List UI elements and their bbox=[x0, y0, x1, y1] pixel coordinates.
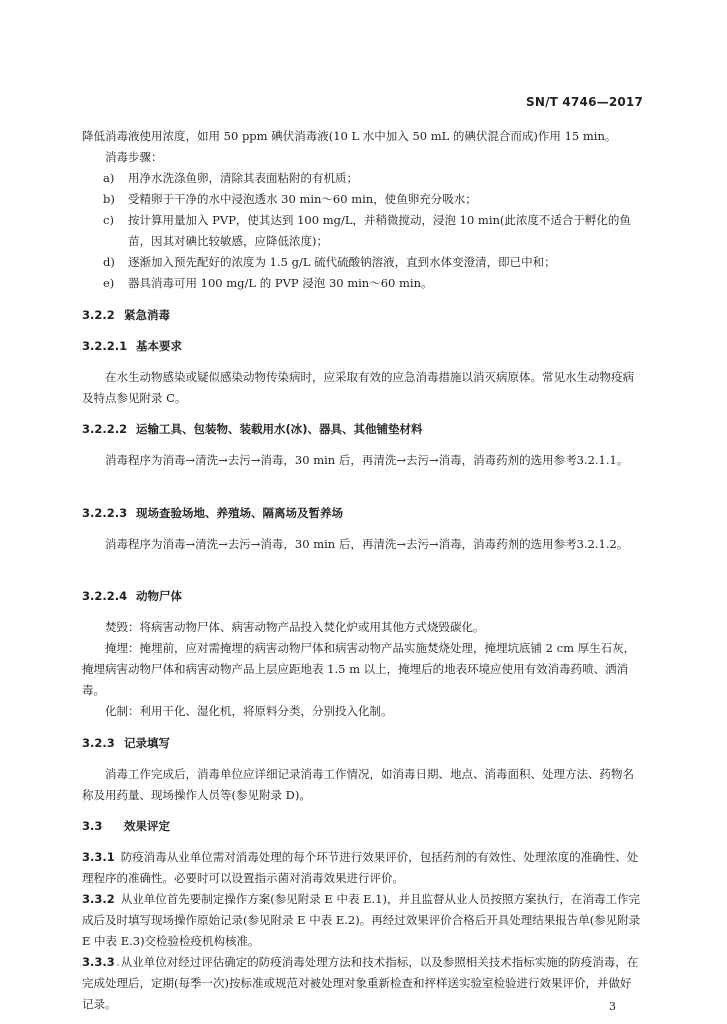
heading-3-2-3 bbox=[82, 733, 642, 754]
step-e bbox=[82, 273, 642, 294]
burial-text: 掩埋：掩埋前，应对需掩埋的病害动物尸体和病害动物产品实施焚烧处理，掩埋坑底铺 2 cm 厚生石灰，掩埋病害动物尸体和病害动物产品上层应距地表 1.5 m 以上，掩埋后的地表环境应使用有效消毒药喷、洒消毒。 bbox=[82, 641, 636, 697]
step-text: 受精卵于干净的水中浸泡透水 30 min～60 min，使鱼卵充分吸水； bbox=[128, 192, 477, 206]
section-title: 基本要求 bbox=[136, 339, 182, 353]
heading-3-3 bbox=[82, 816, 642, 837]
section-number: 3.2.2.4 bbox=[82, 589, 128, 603]
step-b bbox=[82, 189, 642, 210]
step-text: 用净水洗涤鱼卵，清除其表面粘附的有机质； bbox=[128, 171, 358, 185]
clause-text: 从业单位首先要制定操作方案(参见附录 E 中表 E.1)，并且监督从业人员按照方案执行，在消毒工作完成后及时填写现场操作原始记录(参见附录 E 中表 E.2)。再经过效果评价合格后开具处理结果报告单(参见附录 E 中表 E.3)交检验检疫机构核准。 bbox=[82, 892, 641, 948]
step-c bbox=[82, 210, 642, 252]
clause-3-3-1 bbox=[82, 847, 642, 889]
step-marker: b) bbox=[103, 192, 115, 206]
heading-3-2-2-4 bbox=[82, 586, 642, 607]
step-text: 器具消毒可用 100 mg/L 的 PVP 浸泡 30 min～60 min。 bbox=[128, 276, 433, 290]
clause-number: 3.3.2 bbox=[82, 892, 115, 906]
step-marker: d) bbox=[103, 255, 115, 269]
step-marker: c) bbox=[103, 213, 114, 227]
section-number: 3.3 bbox=[82, 819, 103, 833]
standard-code: SN/T 4746—2017 bbox=[526, 95, 644, 109]
section-title: 运输工具、包装物、装载用水(冰)、器具、其他铺垫材料 bbox=[136, 422, 423, 436]
section-title: 现场查验场地、养殖场、隔离场及暂养场 bbox=[136, 506, 343, 520]
step-marker: a) bbox=[103, 171, 115, 185]
transport-disinfection-text: 消毒程序为消毒→清洗→去污→消毒，30 min 后，再清洗→去污→消毒，消毒药剂的选用参考3.2.1.1。 bbox=[105, 453, 629, 467]
section-title: 记录填写 bbox=[124, 736, 170, 750]
section-title: 动物尸体 bbox=[136, 589, 182, 603]
rendering-text: 化制：利用干化、湿化机，将原料分类，分别投入化制。 bbox=[105, 704, 393, 718]
incineration-text: 焚毁：将病害动物尸体、病害动物产品投入焚化炉或用其他方式烧毁碳化。 bbox=[105, 620, 485, 634]
page-number: 3 bbox=[609, 1000, 616, 1013]
section-number: 3.2.2.3 bbox=[82, 506, 128, 520]
step-d bbox=[82, 252, 642, 273]
site-disinfection-text: 消毒程序为消毒→清洗→去污→消毒，30 min 后，再清洗→去污→消毒，消毒药剂的选用参考3.2.1.2。 bbox=[105, 537, 629, 551]
heading-3-2-2-2 bbox=[82, 419, 642, 440]
steps-label: 消毒步骤： bbox=[105, 150, 163, 164]
basic-requirements-text: 在水生动物感染或疑似感染动物传染病时，应采取有效的应急消毒措施以消灭病原体。常见水生动物疫病及特点参见附录 C。 bbox=[82, 370, 634, 405]
section-title: 紧急消毒 bbox=[124, 308, 170, 322]
intro-line: 降低消毒液使用浓度，如用 50 ppm 碘伏消毒液(10 L 水中加入 50 mL 的碘伏混合而成)作用 15 min。 bbox=[82, 129, 617, 143]
clause-text: 防疫消毒从业单位需对消毒处理的每个环节进行效果评价，包括药剂的有效性、处理浓度的准确性、处理程序的准确性。必要时可以设置指示菌对消毒效果进行评价。 bbox=[82, 850, 639, 885]
step-a bbox=[82, 168, 642, 189]
clause-text: 从业单位对经过评估确定的防疫消毒处理方法和技术指标，以及参照相关技术指标实施的防疫消毒，在完成处理后，定期(每季一次)按标准或规范对被处理对象重新检查和抨样送实验室检验进行效果评价，并做好记录。 bbox=[82, 955, 639, 1011]
record-filling-text: 消毒工作完成后，消毒单位应详细记录消毒工作情况，如消毒日期、地点、消毒面积、处理方法、药物名称及用药量、现场操作人员等(参见附录 D)。 bbox=[82, 767, 634, 802]
clause-number: 3.3.1 bbox=[82, 850, 115, 864]
heading-3-2-2 bbox=[82, 305, 642, 326]
section-number: 3.2.3 bbox=[82, 736, 115, 750]
section-number: 3.2.2 bbox=[82, 308, 115, 322]
step-text: 逐渐加入预先配好的浓度为 1.5 g/L 硫代硫酸钠溶液，直到水体变澄清，即已中和； bbox=[128, 255, 556, 269]
heading-3-2-2-1 bbox=[82, 336, 642, 357]
section-number: 3.2.2.2 bbox=[82, 422, 128, 436]
clause-3-3-3 bbox=[82, 952, 642, 1015]
scan-speck bbox=[117, 964, 119, 966]
clause-3-3-2 bbox=[82, 889, 642, 952]
section-title: 效果评定 bbox=[124, 819, 170, 833]
clause-number: 3.3.3 bbox=[82, 955, 115, 969]
section-number: 3.2.2.1 bbox=[82, 339, 128, 353]
step-text: 按计算用量加入 PVP，使其达到 100 mg/L，并稍微搅动，浸泡 10 min(此浓度不适合于孵化的鱼苗，因其对碘比较敏感，应降低浓度)； bbox=[128, 213, 631, 248]
heading-3-2-2-3 bbox=[82, 503, 642, 524]
step-marker: e) bbox=[103, 276, 115, 290]
